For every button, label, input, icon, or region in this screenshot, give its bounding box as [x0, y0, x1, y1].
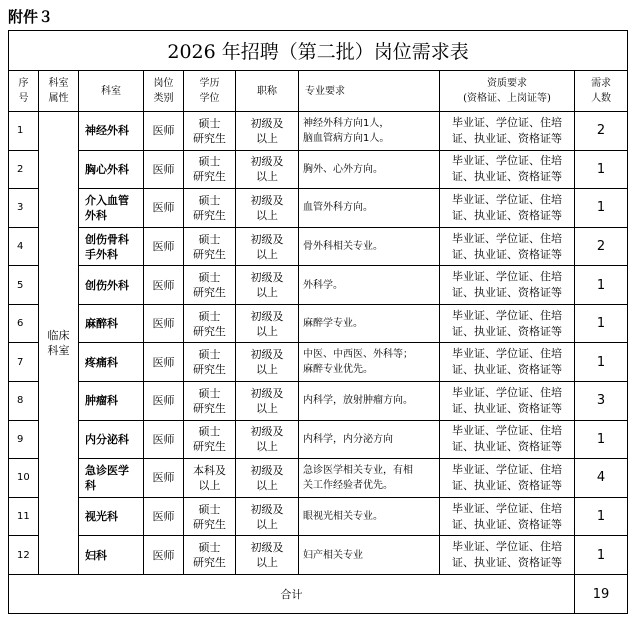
dept-name: 肿瘤科 — [79, 382, 144, 421]
professional-title: 初级及 以上 — [236, 227, 299, 266]
row-number: 3 — [9, 189, 39, 228]
head-count: 2 — [575, 227, 628, 266]
header-education: 学历 学位 — [184, 71, 236, 112]
head-count: 1 — [575, 420, 628, 459]
qualification: 毕业证、学位证、住培 证、执业证、资格证等 — [440, 343, 575, 382]
education: 硕士 研究生 — [184, 112, 236, 151]
table-row — [9, 497, 628, 536]
table-title: 2026 年招聘（第二批）岗位需求表 — [9, 31, 628, 71]
head-count: 3 — [575, 382, 628, 421]
qualification: 毕业证、学位证、住培 证、执业证、资格证等 — [440, 382, 575, 421]
header-title: 职称 — [236, 71, 299, 112]
major-requirement: 妇产相关专业 — [299, 536, 440, 575]
qualification: 毕业证、学位证、住培 证、执业证、资格证等 — [440, 266, 575, 305]
post-type: 医师 — [144, 266, 184, 305]
major-requirement: 麻醉学专业。 — [299, 304, 440, 343]
head-count: 4 — [575, 459, 628, 498]
education: 硕士 研究生 — [184, 497, 236, 536]
table-row — [9, 382, 628, 421]
row-number: 6 — [9, 304, 39, 343]
post-type: 医师 — [144, 382, 184, 421]
professional-title: 初级及 以上 — [236, 150, 299, 189]
head-count: 1 — [575, 497, 628, 536]
table-row — [9, 304, 628, 343]
major-requirement: 外科学。 — [299, 266, 440, 305]
professional-title: 初级及 以上 — [236, 112, 299, 151]
post-type: 医师 — [144, 227, 184, 266]
head-count: 1 — [575, 189, 628, 228]
dept-name: 介入血管 外科 — [79, 189, 144, 228]
dept-name: 内分泌科 — [79, 420, 144, 459]
major-requirement: 骨外科相关专业。 — [299, 227, 440, 266]
professional-title: 初级及 以上 — [236, 497, 299, 536]
row-number: 2 — [9, 150, 39, 189]
dept-name: 视光科 — [79, 497, 144, 536]
head-count: 2 — [575, 112, 628, 151]
post-type: 医师 — [144, 112, 184, 151]
header-dept-attr: 科室 属性 — [39, 71, 79, 112]
table-row — [9, 420, 628, 459]
head-count: 1 — [575, 150, 628, 189]
row-number: 8 — [9, 382, 39, 421]
post-type: 医师 — [144, 459, 184, 498]
header-qualification: 资质要求 (资格证、上岗证等) — [440, 71, 575, 112]
post-type: 医师 — [144, 536, 184, 575]
header-count: 需求 人数 — [575, 71, 628, 112]
row-number: 9 — [9, 420, 39, 459]
table-row — [9, 112, 628, 151]
qualification: 毕业证、学位证、住培 证、执业证、资格证等 — [440, 112, 575, 151]
head-count: 1 — [575, 304, 628, 343]
head-count: 1 — [575, 536, 628, 575]
qualification: 毕业证、学位证、住培 证、执业证、资格证等 — [440, 189, 575, 228]
row-number: 10 — [9, 459, 39, 498]
dept-name: 急诊医学 科 — [79, 459, 144, 498]
major-requirement: 胸外、心外方向。 — [299, 150, 440, 189]
major-requirement: 眼视光相关专业。 — [299, 497, 440, 536]
qualification: 毕业证、学位证、住培 证、执业证、资格证等 — [440, 459, 575, 498]
row-number: 7 — [9, 343, 39, 382]
post-type: 医师 — [144, 189, 184, 228]
attachment-label: 附件３ — [8, 8, 54, 26]
table-row — [9, 536, 628, 575]
row-number: 1 — [9, 112, 39, 151]
qualification: 毕业证、学位证、住培 证、执业证、资格证等 — [440, 497, 575, 536]
professional-title: 初级及 以上 — [236, 343, 299, 382]
major-requirement: 中医、中西医、外科等； 麻醉专业优先。 — [299, 343, 440, 382]
professional-title: 初级及 以上 — [236, 536, 299, 575]
header-index: 序 号 — [9, 71, 39, 112]
dept-name: 神经外科 — [79, 112, 144, 151]
professional-title: 初级及 以上 — [236, 266, 299, 305]
post-type: 医师 — [144, 420, 184, 459]
dept-name: 胸心外科 — [79, 150, 144, 189]
major-requirement: 内科学，内分泌方向 — [299, 420, 440, 459]
qualification: 毕业证、学位证、住培 证、执业证、资格证等 — [440, 304, 575, 343]
dept-name: 创伤骨科 手外科 — [79, 227, 144, 266]
dept-name: 疼痛科 — [79, 343, 144, 382]
education: 硕士 研究生 — [184, 382, 236, 421]
education: 硕士 研究生 — [184, 266, 236, 305]
major-requirement: 血管外科方向。 — [299, 189, 440, 228]
qualification: 毕业证、学位证、住培 证、执业证、资格证等 — [440, 227, 575, 266]
table-row — [9, 227, 628, 266]
row-number: 5 — [9, 266, 39, 305]
category-cell: 临床 科室 — [39, 112, 79, 575]
header-dept: 科室 — [79, 71, 144, 112]
education: 硕士 研究生 — [184, 343, 236, 382]
education: 硕士 研究生 — [184, 150, 236, 189]
post-type: 医师 — [144, 150, 184, 189]
total-value: 19 — [575, 575, 628, 614]
professional-title: 初级及 以上 — [236, 304, 299, 343]
table-row — [9, 189, 628, 228]
row-number: 12 — [9, 536, 39, 575]
recruitment-table — [8, 30, 628, 614]
row-number: 4 — [9, 227, 39, 266]
header-post-type: 岗位 类别 — [144, 71, 184, 112]
education: 硕士 研究生 — [184, 227, 236, 266]
header-major: 专业要求 — [299, 71, 440, 112]
table-row — [9, 459, 628, 498]
education: 本科及 以上 — [184, 459, 236, 498]
table-row — [9, 150, 628, 189]
education: 硕士 研究生 — [184, 304, 236, 343]
dept-name: 创伤外科 — [79, 266, 144, 305]
qualification: 毕业证、学位证、住培 证、执业证、资格证等 — [440, 536, 575, 575]
professional-title: 初级及 以上 — [236, 189, 299, 228]
professional-title: 初级及 以上 — [236, 420, 299, 459]
post-type: 医师 — [144, 343, 184, 382]
major-requirement: 内科学，放射肿瘤方向。 — [299, 382, 440, 421]
education: 硕士 研究生 — [184, 420, 236, 459]
qualification: 毕业证、学位证、住培 证、执业证、资格证等 — [440, 420, 575, 459]
post-type: 医师 — [144, 497, 184, 536]
dept-name: 妇科 — [79, 536, 144, 575]
education: 硕士 研究生 — [184, 189, 236, 228]
professional-title: 初级及 以上 — [236, 459, 299, 498]
table-row — [9, 266, 628, 305]
head-count: 1 — [575, 266, 628, 305]
education: 硕士 研究生 — [184, 536, 236, 575]
total-label: 合计 — [9, 575, 575, 614]
major-requirement: 急诊医学相关专业，有相 关工作经验者优先。 — [299, 459, 440, 498]
row-number: 11 — [9, 497, 39, 536]
dept-name: 麻醉科 — [79, 304, 144, 343]
post-type: 医师 — [144, 304, 184, 343]
qualification: 毕业证、学位证、住培 证、执业证、资格证等 — [440, 150, 575, 189]
table-row — [9, 343, 628, 382]
professional-title: 初级及 以上 — [236, 382, 299, 421]
major-requirement: 神经外科方向1人， 脑血管病方向1人。 — [299, 112, 440, 151]
head-count: 1 — [575, 343, 628, 382]
